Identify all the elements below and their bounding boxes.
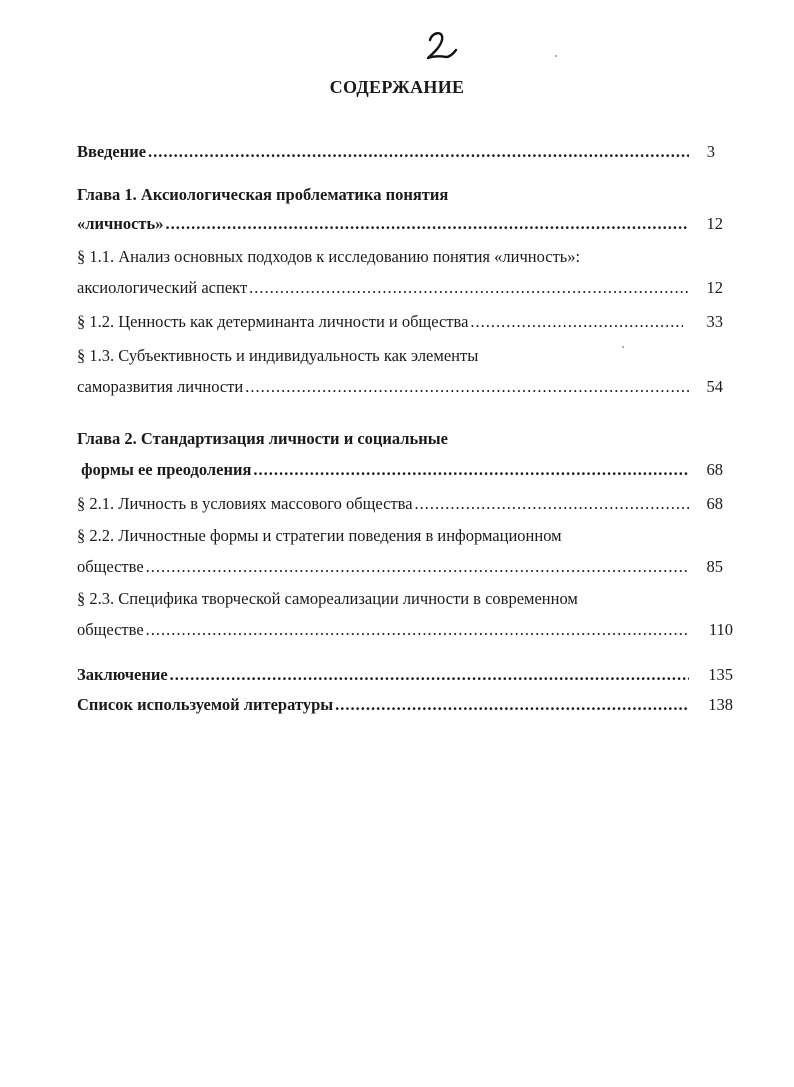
toc-page-number: 54 xyxy=(706,377,723,396)
toc-entry-label: обществе xyxy=(77,620,144,639)
toc-entry-label: «личность» xyxy=(77,214,164,233)
toc-section-2-2 xyxy=(77,526,689,546)
toc-section-2-3 xyxy=(77,589,689,609)
toc-section-1-3 xyxy=(77,346,689,366)
toc-chapter-2-title-cont xyxy=(77,460,689,480)
handwritten-page-number xyxy=(422,26,462,66)
toc-section-1-1-cont xyxy=(77,278,689,298)
toc-entry-label: § 1.2. Ценность как детерминанта личности и общества xyxy=(77,312,469,331)
toc-entry-label: саморазвития личности xyxy=(77,377,244,396)
toc-section-1-1 xyxy=(77,247,689,267)
scan-speck xyxy=(622,346,624,348)
toc-leader xyxy=(148,142,689,162)
toc-entry-references xyxy=(77,695,689,715)
toc-leader xyxy=(335,695,689,715)
toc-entry-conclusion xyxy=(77,665,689,685)
toc-entry-label: § 2.3. Специфика творческой самореализации личности в современном xyxy=(77,589,578,608)
toc-leader xyxy=(146,620,689,640)
page-title: СОДЕРЖАНИЕ xyxy=(329,77,465,97)
toc-entry-label: Список используемой литературы xyxy=(77,695,334,714)
toc-section-1-3-cont xyxy=(77,377,689,397)
toc-entry-label: § 2.2. Личностные формы и стратегии поведения в информационном xyxy=(77,526,562,545)
toc-leader xyxy=(470,312,683,332)
toc-page-number: 68 xyxy=(706,460,723,479)
toc-page-number: 3 xyxy=(706,142,715,161)
toc-page-number: 135 xyxy=(708,665,733,684)
toc-entry-label: Глава 2. Стандартизация личности и социальные xyxy=(77,429,449,448)
toc-leader xyxy=(146,557,689,577)
toc-entry-label: Введение xyxy=(77,142,147,161)
toc-leader xyxy=(170,665,689,685)
toc-entry-label: формы ее преодоления xyxy=(77,460,252,479)
toc-page-number: 138 xyxy=(708,695,733,714)
toc-entry-label: обществе xyxy=(77,557,144,576)
toc-section-2-2-cont xyxy=(77,557,689,577)
toc-entry-intro xyxy=(77,142,689,162)
toc-leader xyxy=(415,494,689,514)
toc-entry-label: § 2.1. Личность в условиях массового общества xyxy=(77,494,413,513)
toc-entry-label: § 1.3. Субъективность и индивидуальность как элементы xyxy=(77,346,479,365)
toc-chapter-1-title xyxy=(77,185,689,205)
toc-page-number: 110 xyxy=(708,620,733,639)
toc-section-1-2 xyxy=(77,312,683,332)
toc-page-number: 12 xyxy=(706,214,723,233)
toc-entry-label: Заключение xyxy=(77,665,168,684)
toc-page-number: 85 xyxy=(706,557,723,576)
toc-entry-label: аксиологический аспект xyxy=(77,278,248,297)
toc-entry-label: Глава 1. Аксиологическая проблематика понятия xyxy=(77,185,449,204)
toc-entry-label: § 1.1. Анализ основных подходов к исследованию понятия «личность»: xyxy=(77,247,581,266)
toc-page-number: 33 xyxy=(706,312,723,331)
toc-section-2-3-cont xyxy=(77,620,689,640)
toc-chapter-2-title xyxy=(77,429,689,449)
toc-leader xyxy=(253,460,689,480)
toc-leader xyxy=(249,278,689,298)
toc-chapter-1-title-cont xyxy=(77,214,689,234)
toc-page-number: 68 xyxy=(706,494,723,513)
toc-leader xyxy=(245,377,689,397)
toc-section-2-1 xyxy=(77,494,689,514)
scan-speck xyxy=(555,55,557,57)
toc-page-number: 12 xyxy=(706,278,723,297)
toc-leader xyxy=(165,214,689,234)
